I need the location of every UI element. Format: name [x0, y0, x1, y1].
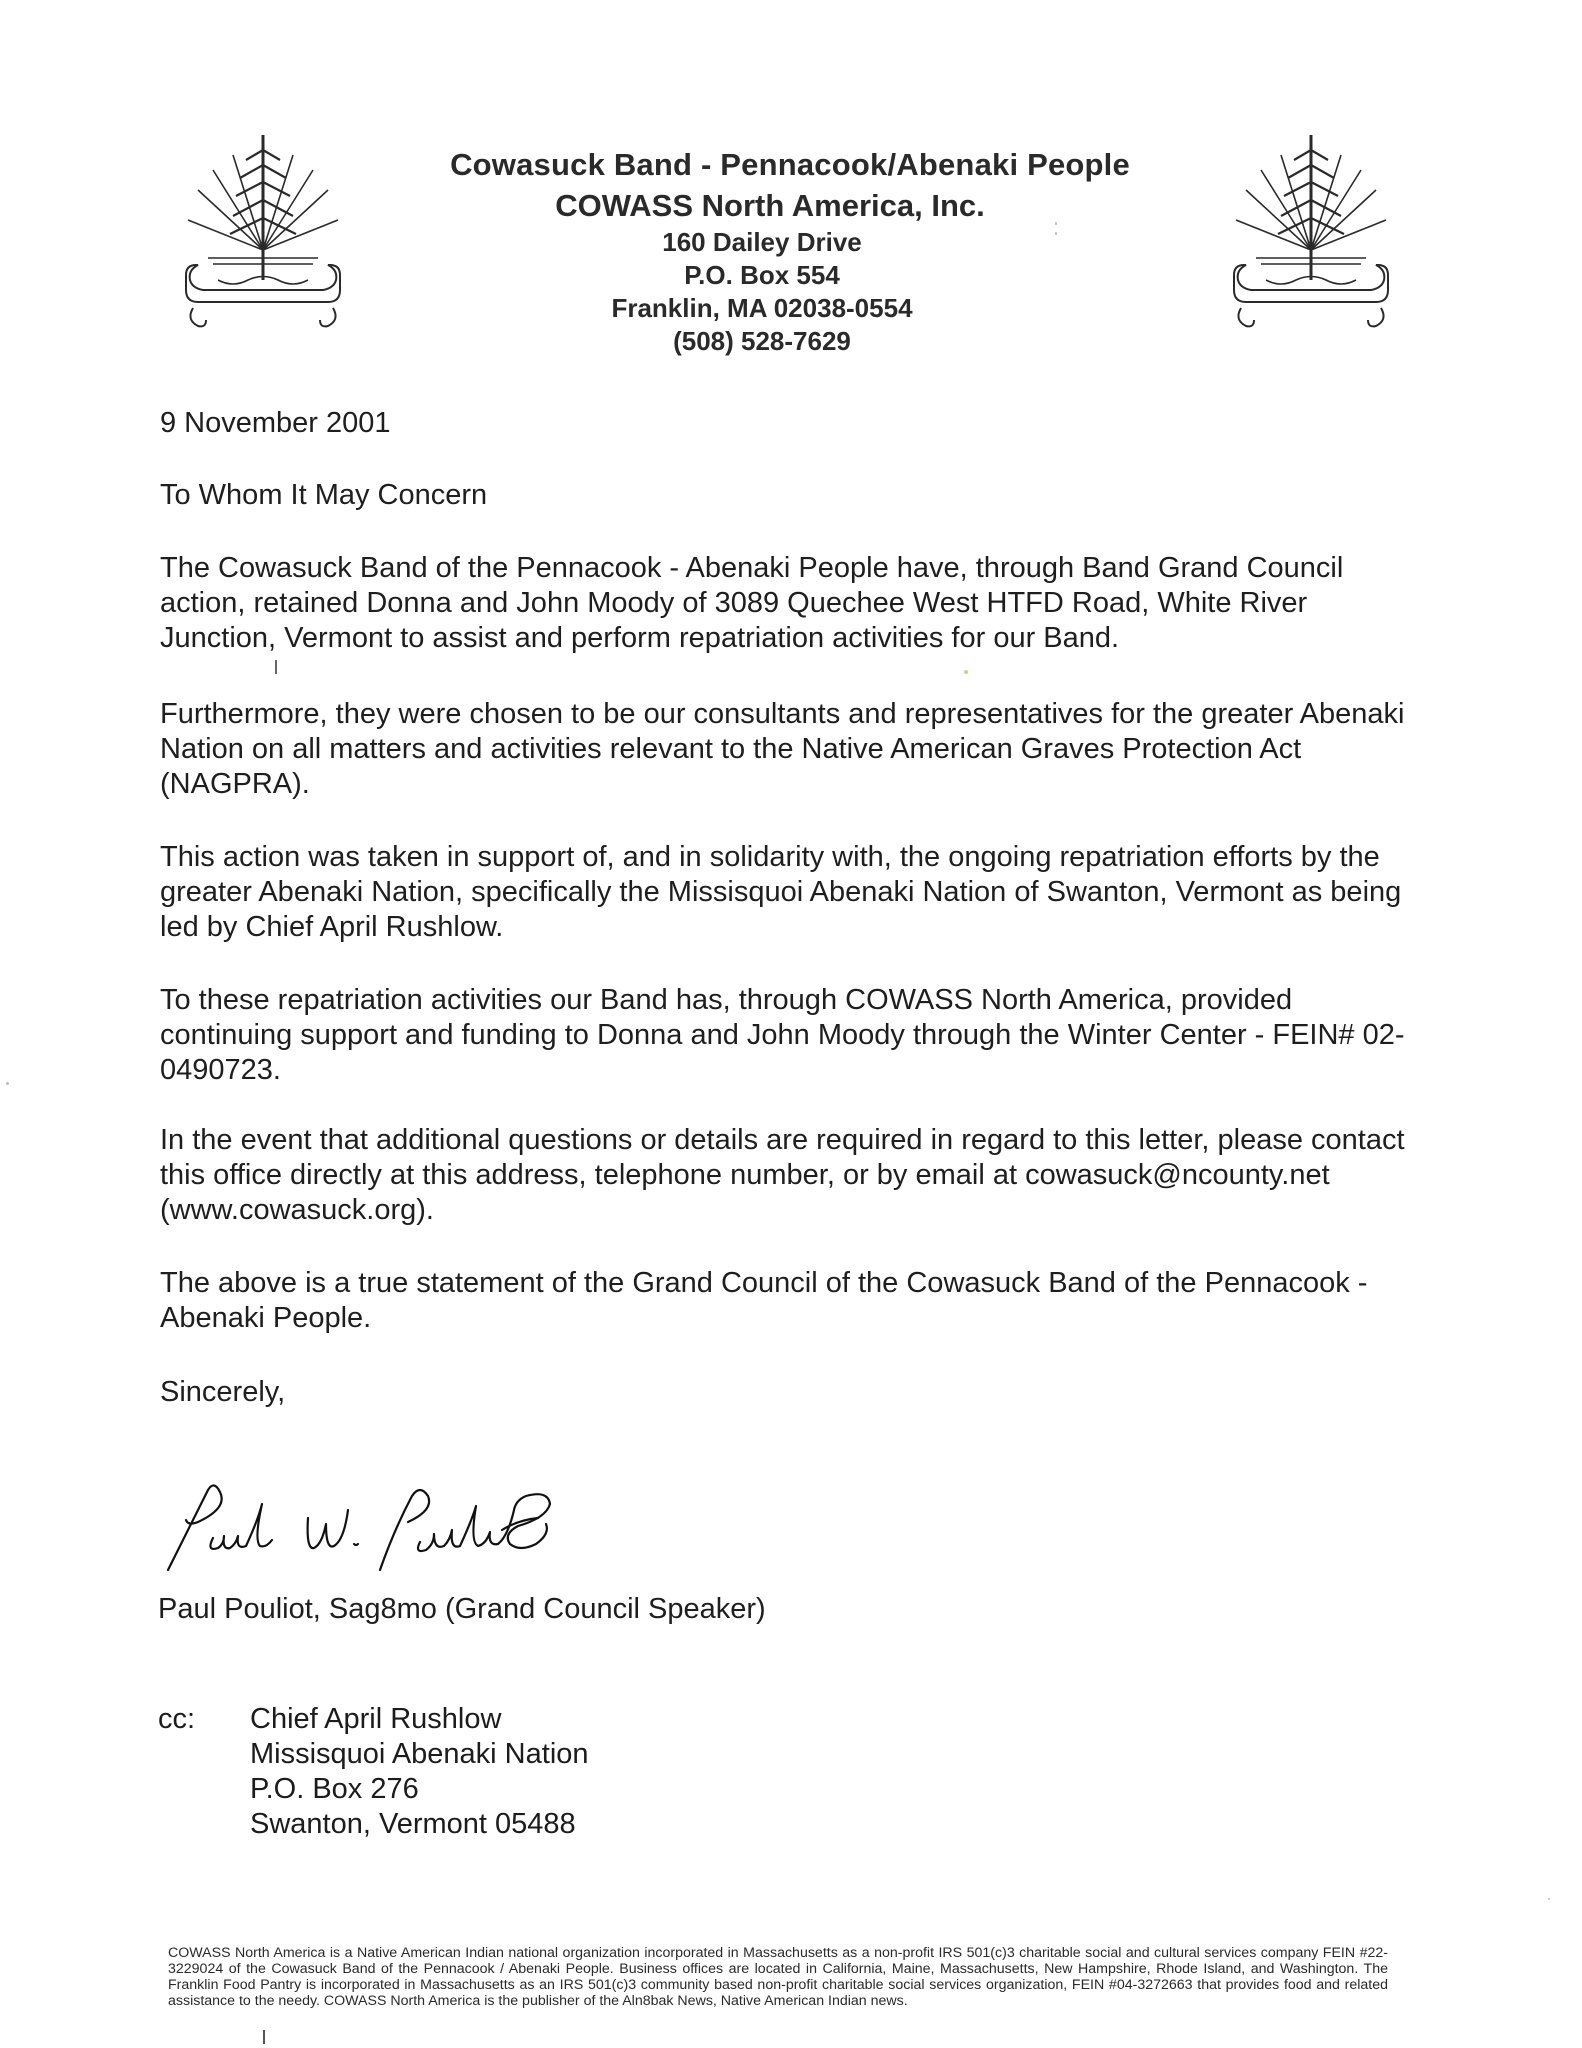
cc-line-1: Chief April Rushlow — [250, 1703, 502, 1735]
signature-icon — [158, 1460, 598, 1580]
footer-disclaimer: COWASS North America is a Native American Indian national organization incorporated in Massachusetts as a non-profit IRS 501(c)3 charitable social and cultural services company FEIN #22-3229024 of the Cowasuck Band of the Pennacook / Abenaki People. Business offices are located in California, Maine, Massachusetts, New Hampshire, Rhode Island, and Washington. The Franklin Food Pantry is incorporated in Massachusetts as an IRS 501(c)3 community based non-profit charitable social services organization, FEIN #04-3272663 that provides food and related assistance to the needy. COWASS North America is the publisher of the Aln8bak News, Native American Indian news. — [168, 1945, 1388, 2009]
salutation: To Whom It May Concern — [160, 479, 488, 511]
closing: Sincerely, — [160, 1376, 286, 1408]
address-phone: (508) 528-7629 — [673, 326, 851, 356]
cc-recipient — [250, 1702, 589, 1842]
cc-label: cc: — [158, 1703, 196, 1735]
letterhead — [340, 144, 1240, 358]
cc-line-2: Missisquoi Abenaki Nation — [250, 1738, 589, 1770]
paragraph-1: The Cowasuck Band of the Pennacook - Abenaki People have, through Band Grand Council action, retained Donna and John Moody of 3089 Quechee West HTFD Road, White River Junction, Vermont to assist and perform repatriation activities for our Band. — [160, 552, 1344, 654]
org-name-line2: COWASS North America, Inc. — [555, 188, 985, 223]
cc-line-3: P.O. Box 276 — [250, 1773, 419, 1805]
paragraph-2: Furthermore, they were chosen to be our consultants and representatives for the greater Abenaki Nation on all matters and activities relevant to the Native American Graves Protection Act (NAGPRA). — [160, 698, 1405, 800]
tree-emblem-right — [1226, 130, 1396, 330]
handwritten-signature — [158, 1460, 598, 1580]
address-street: 160 Dailey Drive — [662, 227, 862, 257]
paragraph-5: In the event that additional questions or details are required in regard to this letter, please contact this office directly at this address, telephone number, or by email at cowasuck@ncounty.net (www.cowasuck.org). — [160, 1124, 1405, 1226]
letter-date: 9 November 2001 — [160, 407, 391, 439]
signer-name: Paul Pouliot, Sag8mo (Grand Council Speaker) — [158, 1593, 766, 1625]
address-po-box: P.O. Box 554 — [684, 260, 840, 290]
org-name-line1: Cowasuck Band - Pennacook/Abenaki People — [450, 147, 1130, 182]
paragraph-6: The above is a true statement of the Grand Council of the Cowasuck Band of the Pennacook - Abenaki People. — [160, 1267, 1368, 1334]
paragraph-3: This action was taken in support of, and in solidarity with, the ongoing repatriation efforts by the greater Abenaki Nation, specifically the Missisquoi Abenaki Nation of Swanton, Vermont as being led by Chief April Rushlow. — [160, 841, 1402, 943]
cc-line-4: Swanton, Vermont 05488 — [250, 1808, 576, 1840]
address-city: Franklin, MA 02038-0554 — [611, 293, 913, 323]
paragraph-4: To these repatriation activities our Band has, through COWASS North America, provided continuing support and funding to Donna and John Moody through the Winter Center - FEIN# 02-0490723. — [160, 984, 1405, 1086]
tree-emblem-icon — [1226, 130, 1396, 330]
